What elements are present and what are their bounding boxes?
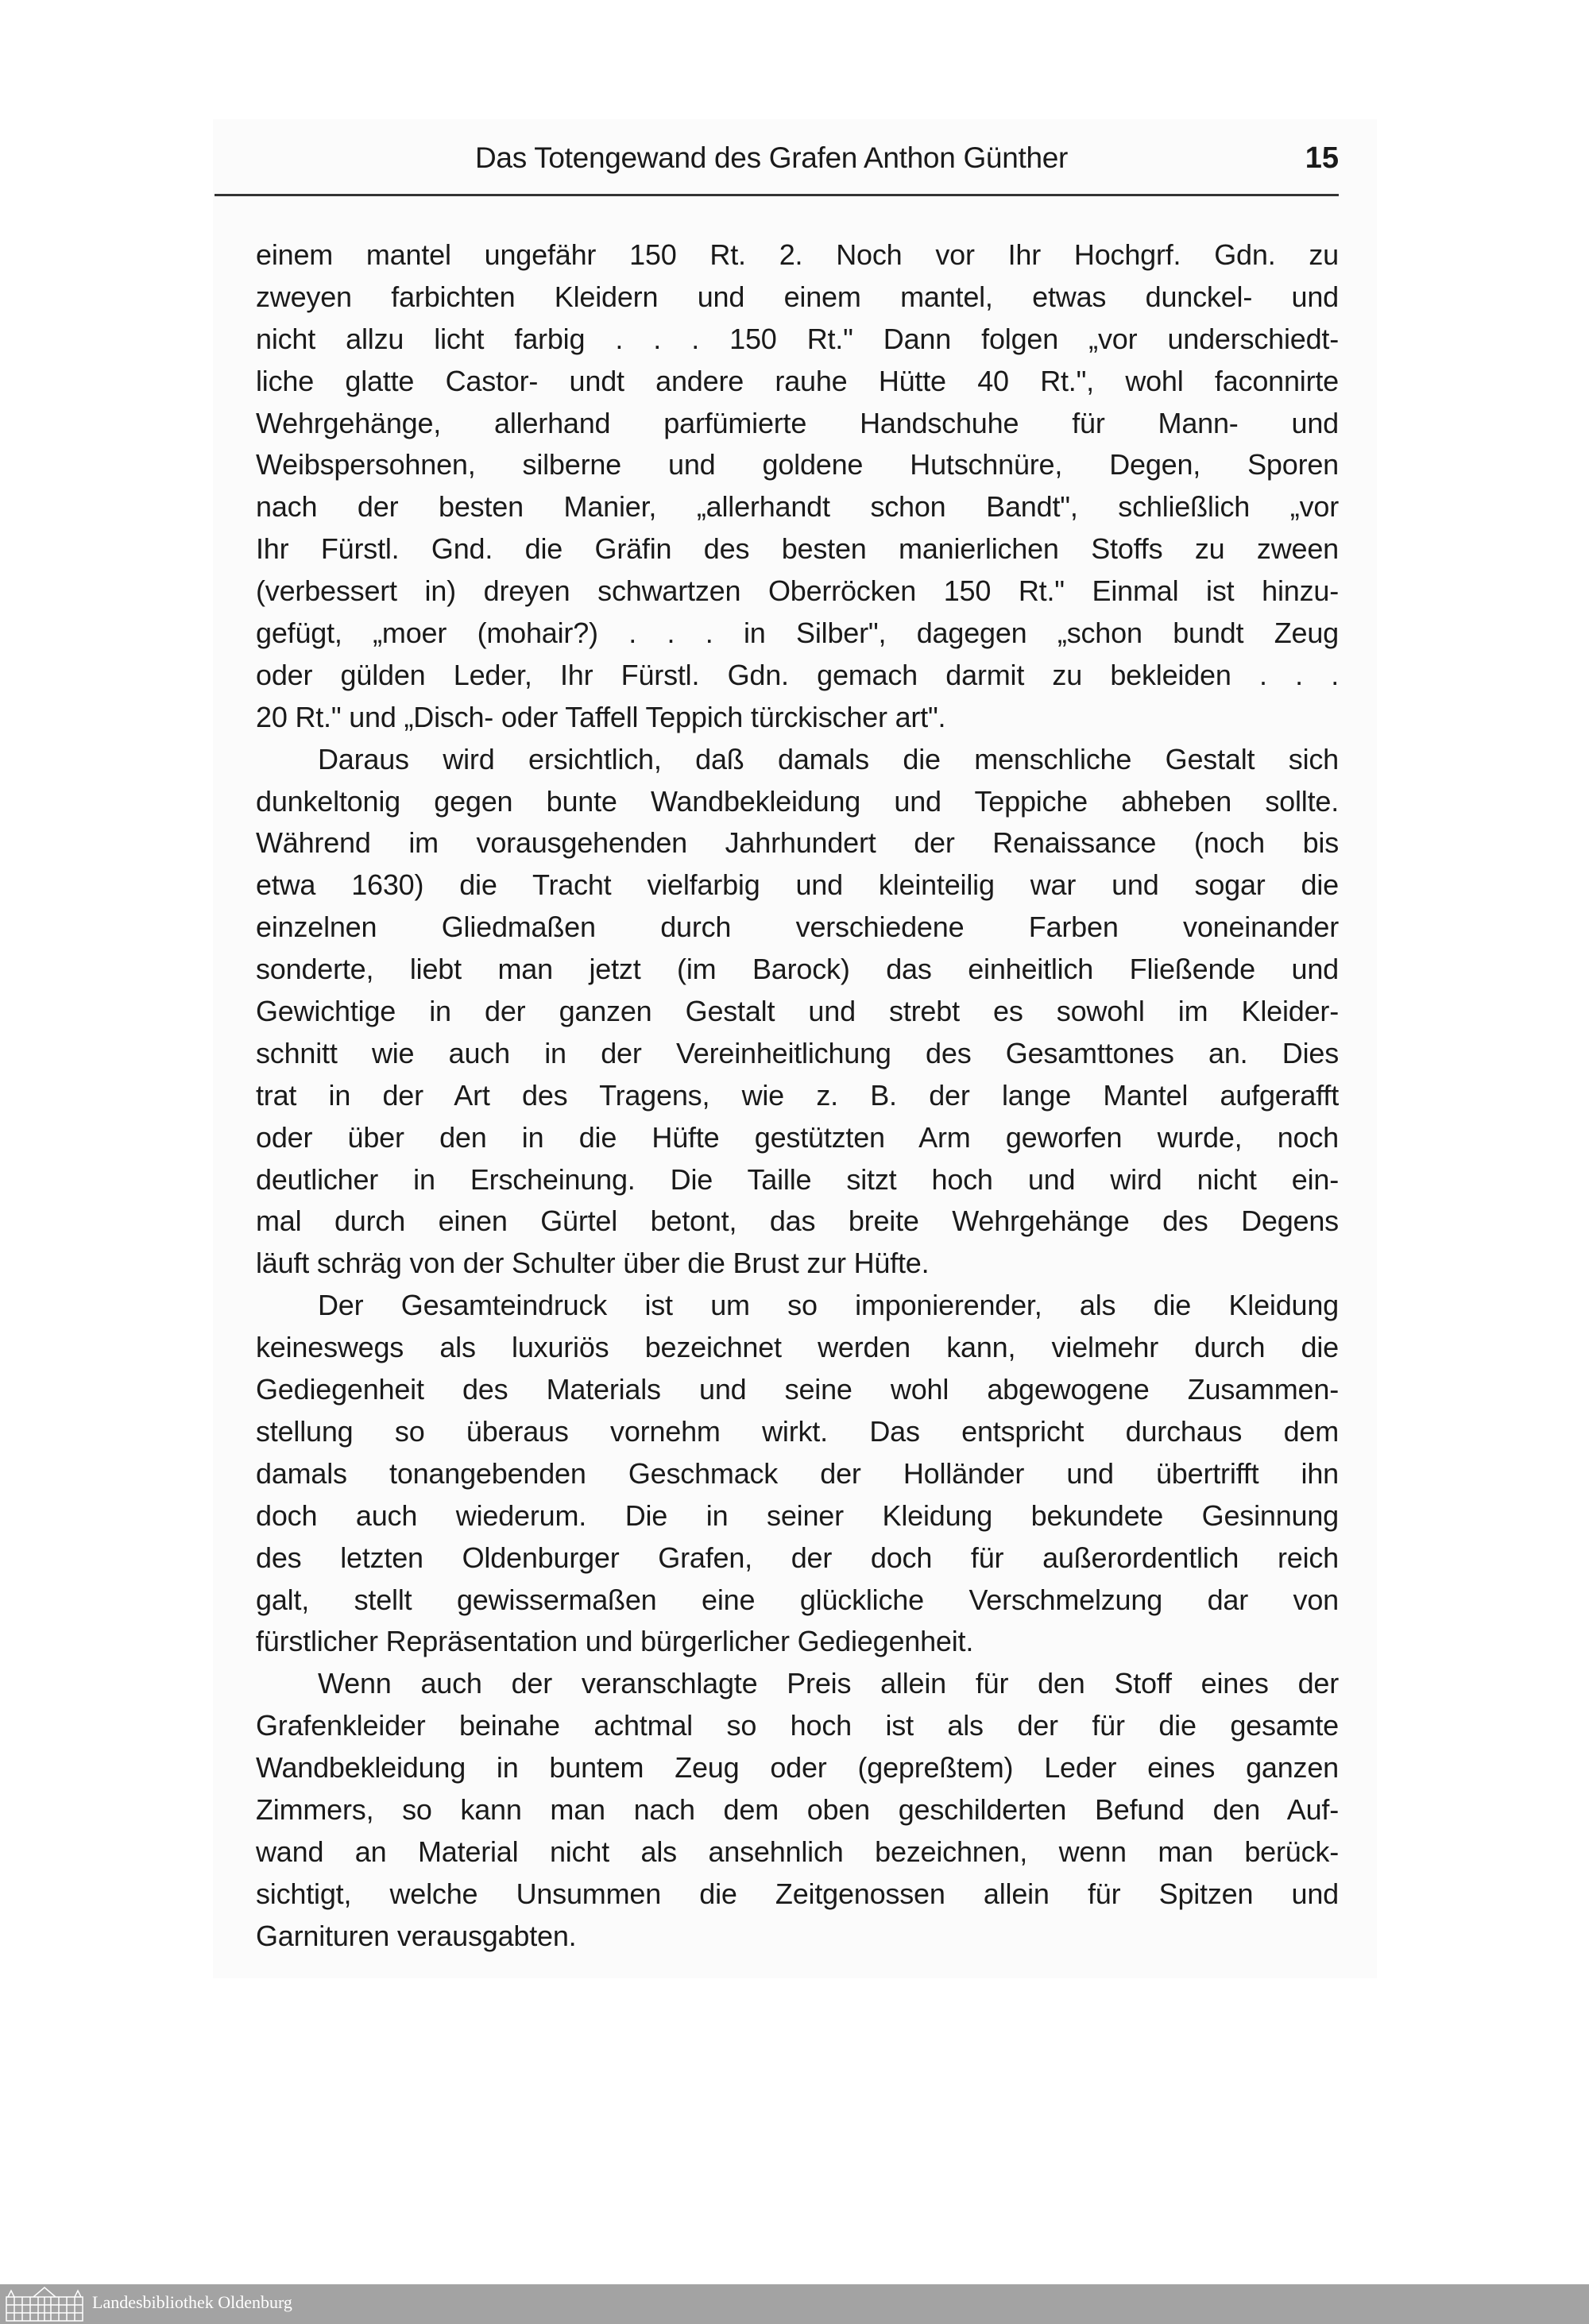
text-line: Gewichtige in der ganzen Gestalt und strebt es sowohl im Kleider-: [256, 995, 1339, 1028]
text-line: Während im vorausgehenden Jahrhundert der Renaissance (noch bis: [256, 826, 1339, 860]
text-line: liche glatte Castor- undt andere rauhe Hütte 40 Rt.", wohl faconnirte: [256, 364, 1339, 397]
text-line: 20 Rt." und „Disch- oder Taffell Teppich türckischer art".: [256, 700, 946, 733]
text-line: dunkeltonig gegen bunte Wandbekleidung und Teppiche abheben sollte.: [256, 784, 1339, 818]
paragraph: [256, 739, 1339, 1286]
text-line: nicht allzu licht farbig . . . 150 Rt." Dann folgen „vor underschiedt-: [256, 322, 1339, 355]
footer-bar: [0, 2284, 1589, 2324]
paragraph: [256, 1663, 1339, 1957]
text-line: sonderte, liebt man jetzt (im Barock) das einheitlich Fließende und: [256, 953, 1339, 986]
text-line: fürstlicher Repräsentation und bürgerlicher Gediegenheit.: [256, 1625, 974, 1658]
text-line: oder gülden Leder, Ihr Fürstl. Gdn. gemach darmit zu bekleiden . . .: [256, 658, 1339, 691]
text-line: nach der besten Manier, „allerhandt schon Bandt", schließlich „vor: [256, 490, 1339, 524]
page-number: 15: [1305, 141, 1339, 175]
body-text: [256, 234, 1339, 1958]
text-line: doch auch wiederum. Die in seiner Kleidung bekundete Gesinnung: [256, 1498, 1339, 1532]
text-line: etwa 1630) die Tracht vielfarbig und kleinteilig war und sogar die: [256, 868, 1339, 902]
text-line: keineswegs als luxuriös bezeichnet werden kann, vielmehr durch die: [256, 1331, 1339, 1364]
text-line: gefügt, „moer (mohair?) . . . in Silber", dagegen „schon bundt Zeug: [256, 617, 1339, 650]
text-line: Daraus wird ersichtlich, daß damals die menschliche Gestalt sich: [318, 742, 1339, 775]
text-line: zweyen farbichten Kleidern und einem mantel, etwas dunckel- und: [256, 280, 1339, 313]
text-line: des letzten Oldenburger Grafen, der doch für außerordentlich reich: [256, 1541, 1339, 1574]
text-line: galt, stellt gewissermaßen eine glückliche Verschmelzung dar von: [256, 1583, 1339, 1616]
library-name: Landesbibliothek Oldenburg: [92, 2292, 292, 2312]
text-line: Zimmers, so kann man nach dem oben geschilderten Befund den Auf-: [256, 1792, 1339, 1826]
text-line: Garnituren verausgabten.: [256, 1919, 577, 1952]
text-line: Wenn auch der veranschlagte Preis allein für den Stoff eines der: [318, 1667, 1339, 1700]
text-line: Wehrgehänge, allerhand parfümierte Handschuhe für Mann- und: [256, 406, 1339, 439]
running-title: Das Totengewand des Grafen Anthon Günther: [475, 141, 1069, 174]
text-line: Der Gesamteindruck ist um so imponierender, als die Kleidung: [318, 1289, 1339, 1322]
paragraph: [256, 1285, 1339, 1663]
text-line: einzelnen Gliedmaßen durch verschiedene Farben voneinander: [256, 911, 1339, 944]
text-line: Wandbekleidung in buntem Zeug oder (gepreßtem) Leder eines ganzen: [256, 1751, 1339, 1785]
text-line: Gediegenheit des Materials und seine wohl abgewogene Zusammen-: [256, 1373, 1339, 1406]
text-line: schnitt wie auch in der Vereinheitlichung des Gesamttones an. Dies: [256, 1036, 1339, 1069]
text-line: stellung so überaus vornehm wirkt. Das entspricht durchaus dem: [256, 1414, 1339, 1448]
text-line: Ihr Fürstl. Gnd. die Gräfin des besten manierlichen Stoffs zu zween: [256, 532, 1339, 566]
text-line: läuft schräg von der Schulter über die Brust zur Hüfte.: [256, 1247, 930, 1280]
text-line: mal durch einen Gürtel betont, das breite Wehrgehänge des Degens: [256, 1205, 1339, 1238]
text-line: Grafenkleider beinahe achtmal so hoch ist als der für die gesamte: [256, 1709, 1339, 1742]
paragraph: [256, 234, 1339, 739]
text-line: trat in der Art des Tragens, wie z. B. der lange Mantel aufgerafft: [256, 1078, 1339, 1112]
header-rule: [215, 194, 1339, 196]
text-line: Weibspersohnen, silberne und goldene Hutschnüre, Degen, Sporen: [256, 448, 1339, 481]
text-line: oder über den in die Hüfte gestützten Arm geworfen wurde, noch: [256, 1120, 1339, 1154]
text-line: damals tonangebenden Geschmack der Holländer und übertrifft ihn: [256, 1456, 1339, 1490]
text-line: (verbessert in) dreyen schwartzen Oberröcken 150 Rt." Einmal ist hinzu-: [256, 574, 1339, 608]
text-line: wand an Material nicht als ansehnlich bezeichnen, wenn man berück-: [256, 1835, 1339, 1868]
library-building-icon: [5, 2286, 84, 2322]
text-line: deutlicher in Erscheinung. Die Taille sitzt hoch und wird nicht ein-: [256, 1162, 1339, 1196]
text-line: sichtigt, welche Unsummen die Zeitgenossen allein für Spitzen und: [256, 1877, 1339, 1910]
text-line: einem mantel ungefähr 150 Rt. 2. Noch vor Ihr Hochgrf. Gdn. zu: [256, 238, 1339, 271]
page-header: [256, 141, 1339, 186]
